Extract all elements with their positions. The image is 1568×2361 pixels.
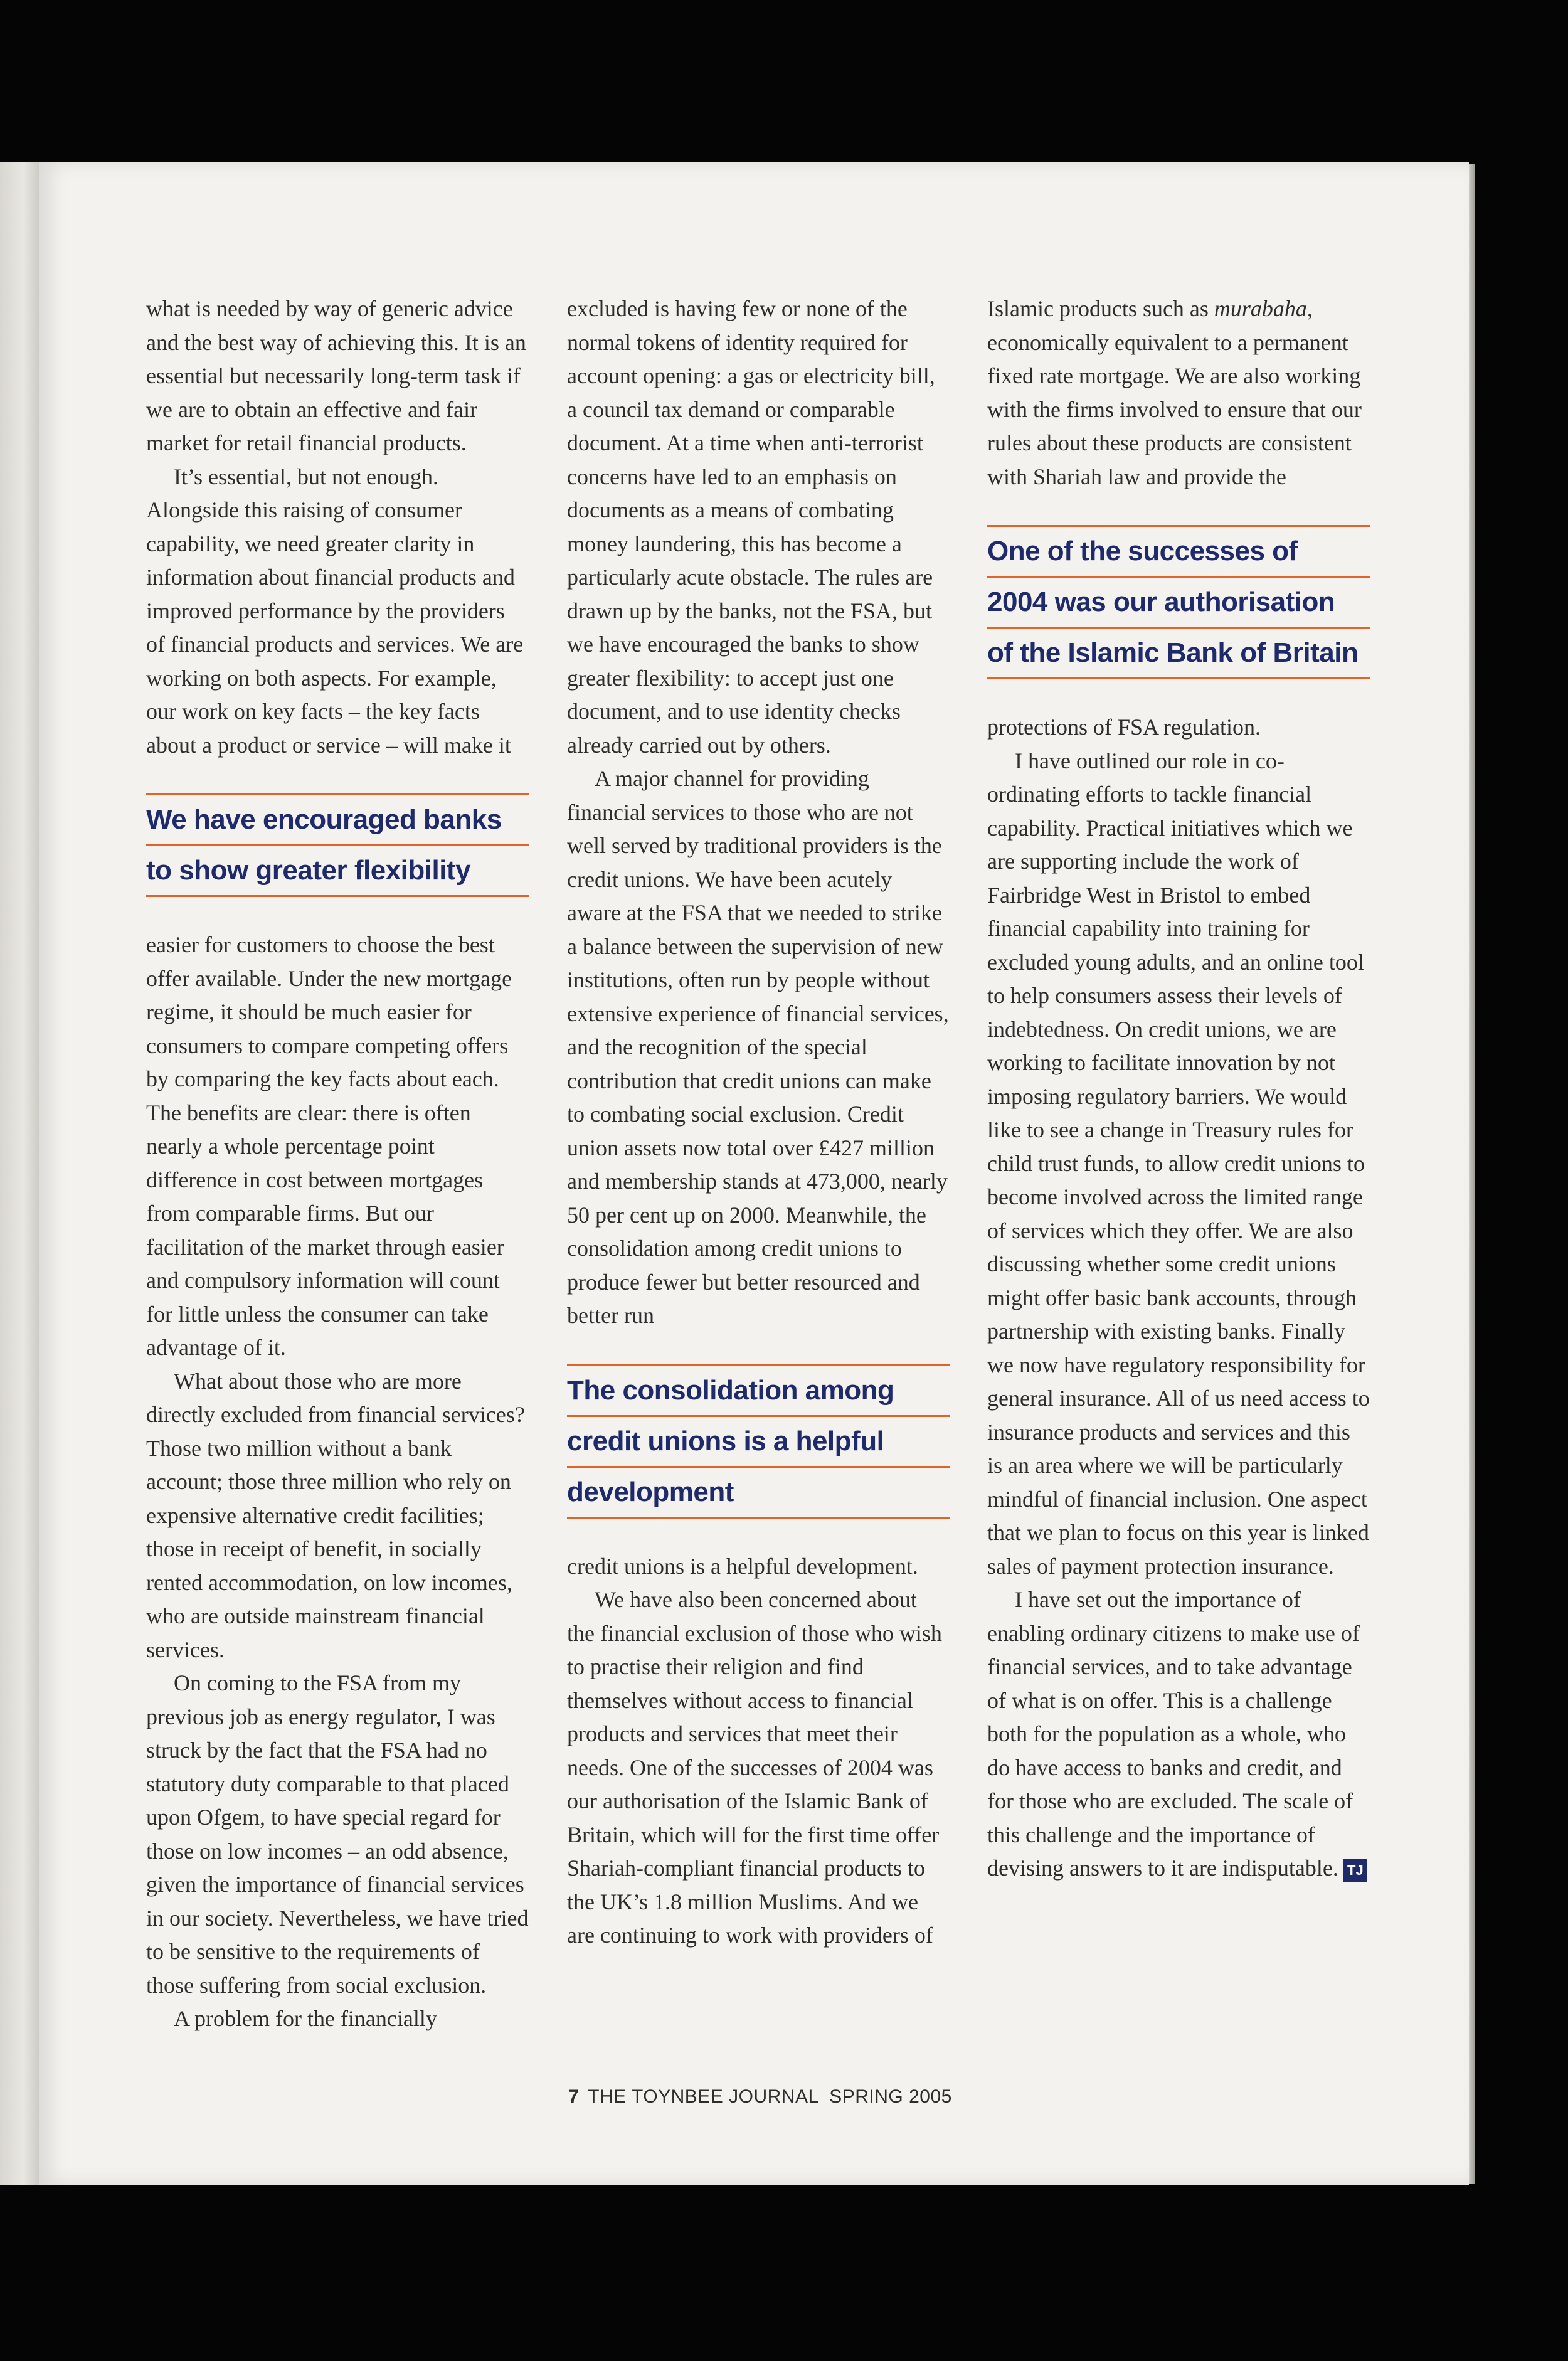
tj-end-mark-icon: TJ [1343, 1859, 1367, 1882]
text-column-2 [567, 292, 950, 1953]
body-paragraph: A problem for the financially [174, 2006, 437, 2031]
page-number: 7 [568, 2086, 580, 2107]
publication-name: THE TOYNBEE JOURNAL SPRING 2005 [588, 2086, 952, 2107]
pull-quote-line: We have encouraged banks [146, 795, 529, 846]
pull-quote [567, 1364, 950, 1519]
body-paragraph: easier for customers to choose the best offer available. Under the new mortgage regime, it should be much easier for consumers to compare competing offers by comparing the key facts about each. The benefits are clear: there is often nearly a whole percentage point difference in cost between mortgages from comparable firms. But our facilitation of the market through easier and compulsory information will count for little unless the consumer can take advantage of it. [146, 932, 512, 1360]
italic-term: murabaha [1214, 296, 1307, 321]
body-paragraph: It’s essential, but not enough. Alongside this raising of consumer capability, we need greater clarity in information about financial products and improved performance by the providers of financial products and services. We are working on both aspects. For example, our work on key facts – the key facts about a product or service – will make it [146, 464, 524, 758]
body-text: Islamic products such as [987, 296, 1214, 321]
body-text: I have set out the importance of enabling ordinary citizens to make use of financial services, and to take advantage of what is on offer. This is a challenge both for the population as a whole, who do have access to banks and credit, and for those who are excluded. The scale of this challenge and the importance of devising answers to it are indisputable. [987, 1587, 1360, 1881]
body-paragraph: excluded is having few or none of the normal tokens of identity required for account opening: a gas or electricity bill, a council tax demand or comparable document. At a time when anti-terrorist concerns have led to an emphasis on documents as a means of combating money laundering, this has become a particularly acute obstacle. The rules are drawn up by the banks, not the FSA, but we have encouraged the banks to show greater flexibility: to accept just one document, and to use identity checks already carried out by others. [567, 296, 935, 758]
body-text: , economically equivalent to a permanent fixed rate mortgage. We are also working with the firms involved to ensure that our rules about these products are consistent with Shariah law and provide the [987, 296, 1362, 489]
page-footer [568, 2086, 952, 2108]
body-paragraph [987, 1583, 1370, 1886]
body-paragraph: what is needed by way of generic advice and the best way of achieving this. It is an essential but necessarily long-term task if we are to obtain an effective and fair market for retail financial products. [146, 296, 526, 455]
pull-quote [987, 525, 1370, 679]
body-paragraph: credit unions is a helpful development. [567, 1553, 918, 1579]
body-paragraph [987, 292, 1370, 494]
pull-quote-line: to show greater flexibility [146, 855, 471, 886]
facing-page-edge [0, 162, 39, 2185]
body-paragraph: protections of FSA regulation. [987, 714, 1261, 740]
body-paragraph: What about those who are more directly excluded from financial services? Those two million without a bank account; those three million who rely on expensive alternative credit facilities; those in receipt of benefit, in socially rented accommodation, on low incomes, who are outside mainstream financial services. [146, 1368, 525, 1662]
body-paragraph: I have outlined our role in co-ordinating efforts to tackle financial capability. Practical initiatives which we are supporting include the work of Fairbridge West in Bristol to embed financial capability into training for excluded young adults, and an online tool to help consumers assess their levels of indebtedness. On credit unions, we are working to facilitate innovation by not imposing regulatory barriers. We would like to see a change in Treasury rules for child trust funds, to allow credit unions to become involved across the limited range of services which they offer. We are also discussing whether some credit unions might offer basic bank accounts, through partnership with existing banks. Finally we now have regulatory responsibility for general insurance. All of us need access to insurance products and services and this is an area where we will be particularly mindful of financial inclusion. One aspect that we plan to focus on this year is linked sales of payment protection insurance. [987, 748, 1370, 1579]
pull-quote-line: The consolidation among [567, 1366, 950, 1417]
body-paragraph: On coming to the FSA from my previous job as energy regulator, I was struck by the fact that the FSA had no statutory duty comparable to that placed upon Ofgem, to have special regard for those on low incomes – an odd absence, given the importance of financial services in our society. Nevertheless, we have tried to be sensitive to the requirements of those suffering from social exclusion. [146, 1670, 529, 1998]
page-edge-shadow [1469, 164, 1475, 2184]
pull-quote-line: development [567, 1476, 734, 1507]
pull-quote-line: of the Islamic Bank of Britain [987, 637, 1359, 668]
text-column-1 [146, 292, 529, 2036]
pull-quote [146, 793, 529, 897]
body-paragraph: A major channel for providing financial services to those who are not well served by traditional providers is the credit unions. We have been acutely aware at the FSA that we needed to strike a balance between the supervision of new institutions, often run by people without extensive experience of financial services, and the recognition of the special contribution that credit unions can make to combating social exclusion. Credit union assets now total over £427 million and membership stands at 473,000, nearly 50 per cent up on 2000. Meanwhile, the consolidation among credit unions to produce fewer but better resourced and better run [567, 766, 949, 1328]
text-column-3 [987, 292, 1370, 1886]
pull-quote-line: One of the successes of [987, 527, 1370, 578]
body-paragraph: We have also been concerned about the financial exclusion of those who wish to practise their religion and find themselves without access to financial products and services that meet their needs. One of the successes of 2004 was our authorisation of the Islamic Bank of Britain, which will for the first time offer Shariah-compliant financial products to the UK’s 1.8 million Muslims. And we are continuing to work with providers of [567, 1587, 942, 1948]
pull-quote-line: 2004 was our authorisation [987, 578, 1370, 629]
pull-quote-line: credit unions is a helpful [567, 1417, 950, 1468]
